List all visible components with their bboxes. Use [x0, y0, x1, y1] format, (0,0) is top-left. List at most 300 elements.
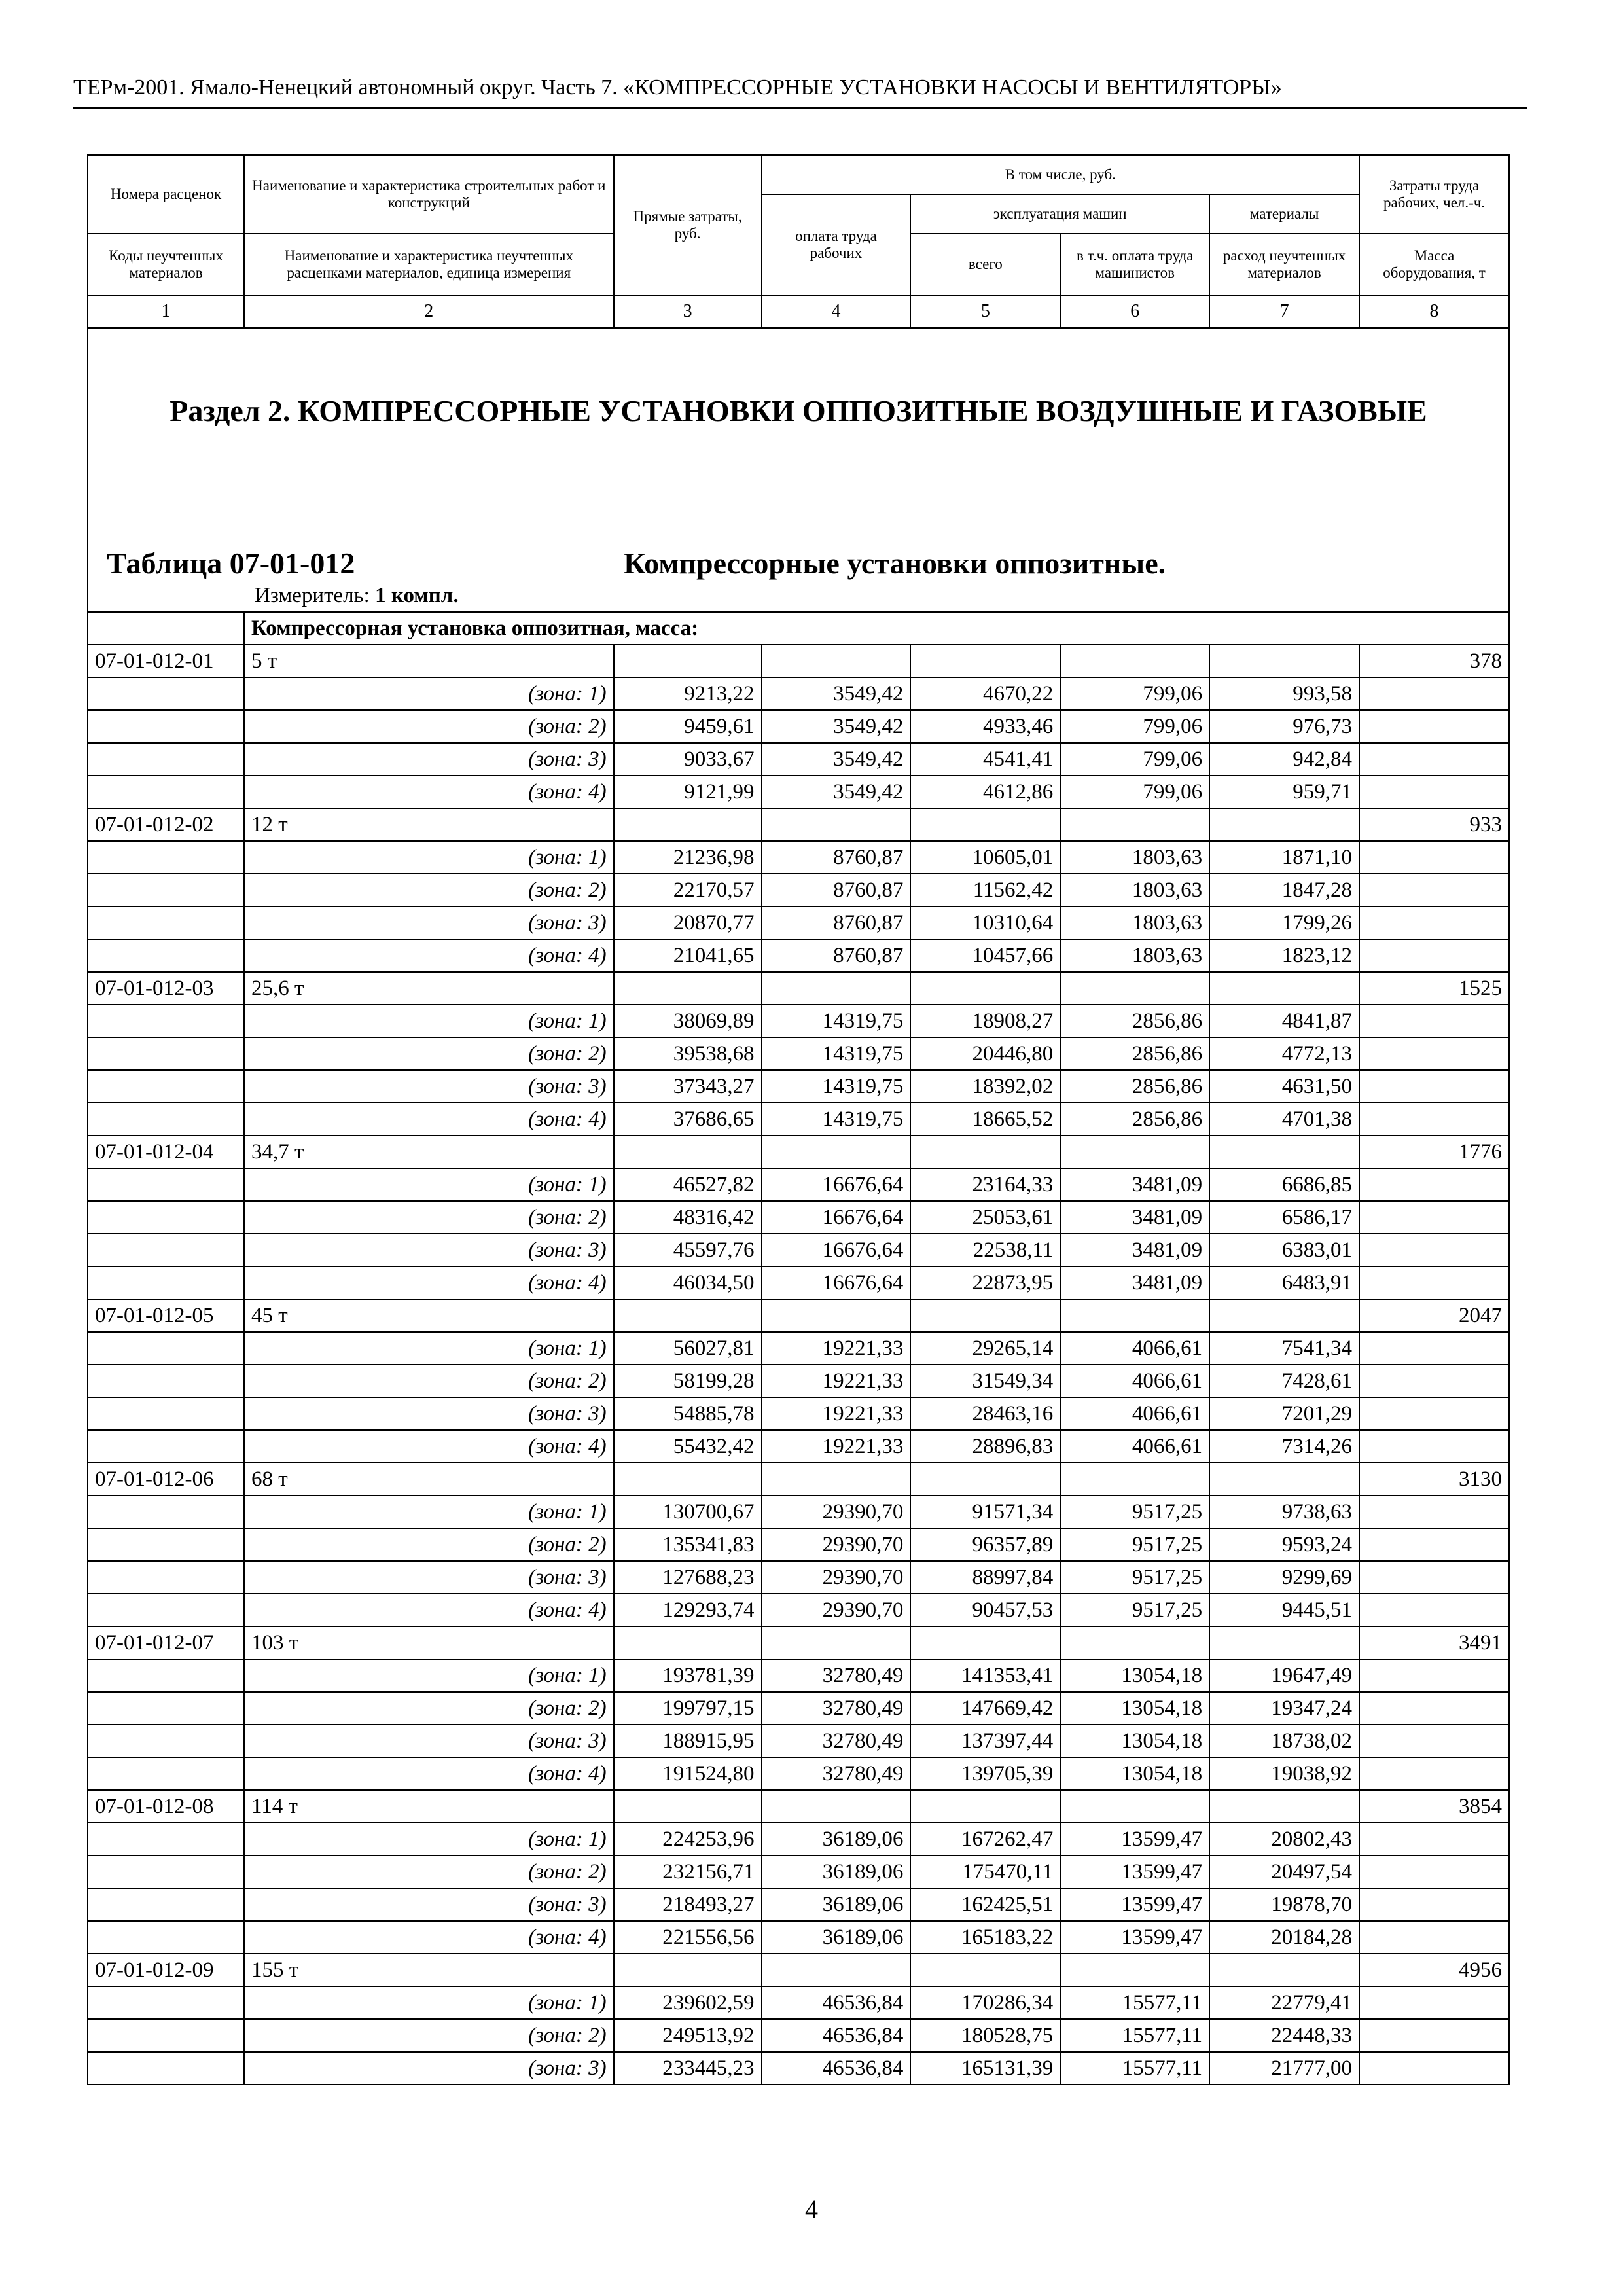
empty-cell	[88, 677, 244, 710]
item-value: 933	[1359, 808, 1509, 841]
empty-cell	[88, 1823, 244, 1856]
table-caption: Компрессорная установка оппозитная, масса:	[244, 612, 1509, 645]
zone-label: (зона: 4)	[244, 776, 614, 808]
machines-total: 167262,47	[910, 1823, 1060, 1856]
machines-total: 165183,22	[910, 1921, 1060, 1954]
header-material-usage: расход неучтенных материалов	[1209, 234, 1359, 295]
direct-costs: 9213,22	[614, 677, 762, 710]
empty-cell	[1359, 743, 1509, 776]
empty-cell	[88, 1365, 244, 1397]
item-row	[88, 1626, 1509, 1659]
empty-cell	[1209, 1790, 1359, 1823]
machines-total: 10457,66	[910, 939, 1060, 972]
empty-cell	[1359, 1986, 1509, 2019]
empty-cell	[910, 808, 1060, 841]
materials-usage: 6383,01	[1209, 1234, 1359, 1266]
item-value: 4956	[1359, 1954, 1509, 1986]
direct-costs: 46034,50	[614, 1266, 762, 1299]
empty-cell	[1359, 1659, 1509, 1692]
materials-usage: 1799,26	[1209, 906, 1359, 939]
materials-usage: 7201,29	[1209, 1397, 1359, 1430]
operator-pay: 9517,25	[1060, 1496, 1209, 1528]
empty-cell	[1209, 808, 1359, 841]
page-number: 4	[805, 2195, 818, 2224]
machines-total: 90457,53	[910, 1594, 1060, 1626]
item-row	[88, 1790, 1509, 1823]
machines-total: 29265,14	[910, 1332, 1060, 1365]
empty-cell	[1359, 710, 1509, 743]
zone-row	[88, 939, 1509, 972]
empty-cell	[910, 972, 1060, 1005]
empty-cell	[1060, 1463, 1209, 1496]
worker-pay: 8760,87	[762, 841, 911, 874]
zone-row	[88, 1921, 1509, 1954]
item-name: 155 т	[244, 1954, 614, 1986]
direct-costs: 127688,23	[614, 1561, 762, 1594]
zone-row	[88, 710, 1509, 743]
zone-label: (зона: 2)	[244, 2019, 614, 2052]
direct-costs: 129293,74	[614, 1594, 762, 1626]
machines-total: 10310,64	[910, 906, 1060, 939]
zone-label: (зона: 4)	[244, 939, 614, 972]
direct-costs: 249513,92	[614, 2019, 762, 2052]
machines-total: 18665,52	[910, 1103, 1060, 1136]
operator-pay: 799,06	[1060, 677, 1209, 710]
machines-total: 10605,01	[910, 841, 1060, 874]
materials-usage: 1871,10	[1209, 841, 1359, 874]
item-code: 07-01-012-03	[88, 972, 244, 1005]
zone-label: (зона: 4)	[244, 1757, 614, 1790]
materials-usage: 20184,28	[1209, 1921, 1359, 1954]
empty-cell	[1359, 1725, 1509, 1757]
worker-pay: 8760,87	[762, 939, 911, 972]
worker-pay: 19221,33	[762, 1332, 911, 1365]
empty-cell	[1060, 1299, 1209, 1332]
empty-cell	[1359, 2052, 1509, 2085]
materials-usage: 18738,02	[1209, 1725, 1359, 1757]
zone-row	[88, 1234, 1509, 1266]
zone-label: (зона: 2)	[244, 1365, 614, 1397]
materials-usage: 6483,91	[1209, 1266, 1359, 1299]
operator-pay: 799,06	[1060, 776, 1209, 808]
empty-cell	[910, 1954, 1060, 1986]
column-number: 5	[910, 295, 1060, 328]
direct-costs: 239602,59	[614, 1986, 762, 2019]
empty-cell	[1209, 1463, 1359, 1496]
column-number: 8	[1359, 295, 1509, 328]
machines-total: 170286,34	[910, 1986, 1060, 2019]
item-row	[88, 1299, 1509, 1332]
item-name: 68 т	[244, 1463, 614, 1496]
header-machines-total: всего	[910, 234, 1060, 295]
zone-row	[88, 1103, 1509, 1136]
item-value: 378	[1359, 645, 1509, 677]
worker-pay: 46536,84	[762, 2052, 911, 2085]
materials-usage: 22448,33	[1209, 2019, 1359, 2052]
empty-cell	[762, 1463, 911, 1496]
empty-cell	[1209, 1954, 1359, 1986]
machines-total: 147669,42	[910, 1692, 1060, 1725]
table-name: Компрессорные установки оппозитные.	[624, 547, 1166, 580]
item-value: 3491	[1359, 1626, 1509, 1659]
item-name: 25,6 т	[244, 972, 614, 1005]
zone-row	[88, 1823, 1509, 1856]
header-material-codes: Коды неучтенных материалов	[88, 234, 244, 295]
item-row	[88, 1954, 1509, 1986]
empty-cell	[1359, 2019, 1509, 2052]
materials-usage: 9593,24	[1209, 1528, 1359, 1561]
empty-cell	[88, 1496, 244, 1528]
empty-cell	[1359, 1266, 1509, 1299]
empty-cell	[614, 1299, 762, 1332]
materials-usage: 6686,85	[1209, 1168, 1359, 1201]
direct-costs: 46527,82	[614, 1168, 762, 1201]
zone-label: (зона: 2)	[244, 1528, 614, 1561]
empty-cell	[762, 1299, 911, 1332]
empty-cell	[88, 1856, 244, 1888]
zone-label: (зона: 2)	[244, 874, 614, 906]
empty-cell	[1359, 1496, 1509, 1528]
header-material-name: Наименование и характеристика неучтенных расценками материалов, единица измерения	[244, 234, 614, 295]
header-machines: эксплуатация машин	[910, 194, 1209, 234]
machines-total: 11562,42	[910, 874, 1060, 906]
direct-costs: 55432,42	[614, 1430, 762, 1463]
zone-row	[88, 1332, 1509, 1365]
header-labor-costs: Затраты труда рабочих, чел.-ч.	[1359, 155, 1509, 234]
materials-usage: 1823,12	[1209, 939, 1359, 972]
empty-cell	[910, 1463, 1060, 1496]
empty-cell	[1359, 776, 1509, 808]
zone-label: (зона: 3)	[244, 2052, 614, 2085]
operator-pay: 4066,61	[1060, 1332, 1209, 1365]
item-value: 3130	[1359, 1463, 1509, 1496]
worker-pay: 46536,84	[762, 2019, 911, 2052]
materials-usage: 9738,63	[1209, 1496, 1359, 1528]
empty-cell	[88, 939, 244, 972]
machines-total: 18392,02	[910, 1070, 1060, 1103]
direct-costs: 48316,42	[614, 1201, 762, 1234]
operator-pay: 3481,09	[1060, 1168, 1209, 1201]
empty-cell	[1209, 1626, 1359, 1659]
direct-costs: 54885,78	[614, 1397, 762, 1430]
materials-usage: 4772,13	[1209, 1037, 1359, 1070]
materials-usage: 19347,24	[1209, 1692, 1359, 1725]
empty-cell	[88, 1234, 244, 1266]
empty-cell	[910, 1626, 1060, 1659]
worker-pay: 19221,33	[762, 1430, 911, 1463]
item-name: 103 т	[244, 1626, 614, 1659]
empty-cell	[762, 1136, 911, 1168]
machines-total: 4670,22	[910, 677, 1060, 710]
machines-total: 28463,16	[910, 1397, 1060, 1430]
operator-pay: 15577,11	[1060, 2052, 1209, 2085]
empty-cell	[1359, 1397, 1509, 1430]
machines-total: 165131,39	[910, 2052, 1060, 2085]
zone-row	[88, 1201, 1509, 1234]
empty-cell	[762, 1626, 911, 1659]
worker-pay: 3549,42	[762, 710, 911, 743]
table-body	[88, 645, 1509, 2085]
empty-cell	[88, 1103, 244, 1136]
machines-total: 4933,46	[910, 710, 1060, 743]
machines-total: 4612,86	[910, 776, 1060, 808]
empty-cell	[88, 1397, 244, 1430]
materials-usage: 942,84	[1209, 743, 1359, 776]
machines-total: 139705,39	[910, 1757, 1060, 1790]
direct-costs: 193781,39	[614, 1659, 762, 1692]
direct-costs: 38069,89	[614, 1005, 762, 1037]
price-table	[87, 154, 1510, 2085]
empty-cell	[1359, 939, 1509, 972]
direct-costs: 9459,61	[614, 710, 762, 743]
item-value: 3854	[1359, 1790, 1509, 1823]
materials-usage: 7314,26	[1209, 1430, 1359, 1463]
materials-usage: 19038,92	[1209, 1757, 1359, 1790]
machines-total: 162425,51	[910, 1888, 1060, 1921]
direct-costs: 9121,99	[614, 776, 762, 808]
item-row	[88, 1136, 1509, 1168]
empty-cell	[762, 972, 911, 1005]
item-name: 5 т	[244, 645, 614, 677]
empty-cell	[88, 776, 244, 808]
materials-usage: 21777,00	[1209, 2052, 1359, 2085]
worker-pay: 14319,75	[762, 1037, 911, 1070]
empty-cell	[614, 1954, 762, 1986]
zone-label: (зона: 3)	[244, 1070, 614, 1103]
worker-pay: 36189,06	[762, 1823, 911, 1856]
empty-cell	[88, 1266, 244, 1299]
direct-costs: 37686,65	[614, 1103, 762, 1136]
empty-cell	[1359, 1856, 1509, 1888]
operator-pay: 1803,63	[1060, 906, 1209, 939]
operator-pay: 4066,61	[1060, 1430, 1209, 1463]
direct-costs: 58199,28	[614, 1365, 762, 1397]
zone-label: (зона: 4)	[244, 1266, 614, 1299]
direct-costs: 233445,23	[614, 2052, 762, 2085]
item-code: 07-01-012-07	[88, 1626, 244, 1659]
empty-cell	[1359, 1168, 1509, 1201]
materials-usage: 22779,41	[1209, 1986, 1359, 2019]
operator-pay: 3481,09	[1060, 1234, 1209, 1266]
empty-cell	[1060, 1954, 1209, 1986]
item-code: 07-01-012-06	[88, 1463, 244, 1496]
empty-cell	[1209, 1299, 1359, 1332]
operator-pay: 1803,63	[1060, 841, 1209, 874]
machines-total: 175470,11	[910, 1856, 1060, 1888]
zone-label: (зона: 3)	[244, 743, 614, 776]
zone-row	[88, 743, 1509, 776]
direct-costs: 191524,80	[614, 1757, 762, 1790]
zone-label: (зона: 2)	[244, 1201, 614, 1234]
zone-row	[88, 1856, 1509, 1888]
section-block	[88, 328, 1509, 612]
empty-cell	[1359, 1561, 1509, 1594]
empty-cell	[88, 2052, 244, 2085]
operator-pay: 2856,86	[1060, 1005, 1209, 1037]
table-header	[88, 155, 1509, 328]
zone-row	[88, 841, 1509, 874]
zone-label: (зона: 1)	[244, 1986, 614, 2019]
zone-row	[88, 1528, 1509, 1561]
zone-row	[88, 1365, 1509, 1397]
empty-cell	[88, 710, 244, 743]
empty-cell	[614, 1463, 762, 1496]
empty-cell	[88, 1332, 244, 1365]
operator-pay: 15577,11	[1060, 2019, 1209, 2052]
zone-label: (зона: 4)	[244, 1594, 614, 1626]
empty-cell	[88, 1692, 244, 1725]
zone-label: (зона: 3)	[244, 1725, 614, 1757]
worker-pay: 29390,70	[762, 1594, 911, 1626]
empty-cell	[614, 1790, 762, 1823]
item-value: 1525	[1359, 972, 1509, 1005]
zone-row	[88, 1266, 1509, 1299]
zone-label: (зона: 2)	[244, 1037, 614, 1070]
materials-usage: 7541,34	[1209, 1332, 1359, 1365]
materials-usage: 959,71	[1209, 776, 1359, 808]
item-code: 07-01-012-08	[88, 1790, 244, 1823]
machines-total: 91571,34	[910, 1496, 1060, 1528]
meter-label: Измеритель:	[255, 584, 370, 607]
section-title: Раздел 2. КОМПРЕССОРНЫЕ УСТАНОВКИ ОППОЗИТНЫЕ ВОЗДУШНЫЕ И ГАЗОВЫЕ	[169, 394, 1427, 427]
empty-cell	[88, 1757, 244, 1790]
table-label: Таблица 07-01-012	[107, 547, 355, 580]
empty-cell	[88, 906, 244, 939]
empty-cell	[1060, 1136, 1209, 1168]
column-number: 4	[762, 295, 911, 328]
machines-total: 25053,61	[910, 1201, 1060, 1234]
empty-cell	[1209, 972, 1359, 1005]
direct-costs: 39538,68	[614, 1037, 762, 1070]
zone-label: (зона: 2)	[244, 1856, 614, 1888]
materials-usage: 4701,38	[1209, 1103, 1359, 1136]
zone-row	[88, 1986, 1509, 2019]
operator-pay: 1803,63	[1060, 874, 1209, 906]
empty-cell	[1359, 1234, 1509, 1266]
empty-cell	[1060, 972, 1209, 1005]
zone-label: (зона: 1)	[244, 677, 614, 710]
item-row	[88, 645, 1509, 677]
empty-cell	[614, 808, 762, 841]
zone-row	[88, 1005, 1509, 1037]
zone-label: (зона: 4)	[244, 1921, 614, 1954]
zone-row	[88, 1888, 1509, 1921]
worker-pay: 16676,64	[762, 1234, 911, 1266]
empty-cell	[1359, 1070, 1509, 1103]
materials-usage: 9299,69	[1209, 1561, 1359, 1594]
machines-total: 22873,95	[910, 1266, 1060, 1299]
zone-row	[88, 874, 1509, 906]
machines-total: 28896,83	[910, 1430, 1060, 1463]
empty-cell	[88, 1561, 244, 1594]
direct-costs: 232156,71	[614, 1856, 762, 1888]
machines-total: 180528,75	[910, 2019, 1060, 2052]
zone-row	[88, 1757, 1509, 1790]
zone-label: (зона: 1)	[244, 841, 614, 874]
operator-pay: 13599,47	[1060, 1856, 1209, 1888]
empty-cell	[88, 1528, 244, 1561]
empty-cell	[910, 1790, 1060, 1823]
operator-pay: 2856,86	[1060, 1070, 1209, 1103]
zone-label: (зона: 1)	[244, 1005, 614, 1037]
worker-pay: 16676,64	[762, 1266, 911, 1299]
empty-cell	[88, 2019, 244, 2052]
item-code: 07-01-012-04	[88, 1136, 244, 1168]
direct-costs: 37343,27	[614, 1070, 762, 1103]
machines-total: 31549,34	[910, 1365, 1060, 1397]
materials-usage: 7428,61	[1209, 1365, 1359, 1397]
empty-cell	[614, 645, 762, 677]
machines-total: 141353,41	[910, 1659, 1060, 1692]
empty-cell	[762, 1954, 911, 1986]
zone-label: (зона: 1)	[244, 1496, 614, 1528]
direct-costs: 20870,77	[614, 906, 762, 939]
operator-pay: 4066,61	[1060, 1365, 1209, 1397]
item-code: 07-01-012-09	[88, 1954, 244, 1986]
zone-row	[88, 906, 1509, 939]
empty-cell	[1209, 1136, 1359, 1168]
operator-pay: 799,06	[1060, 710, 1209, 743]
zone-label: (зона: 3)	[244, 1397, 614, 1430]
worker-pay: 16676,64	[762, 1168, 911, 1201]
item-name: 45 т	[244, 1299, 614, 1332]
zone-row	[88, 1397, 1509, 1430]
empty-cell	[1359, 1037, 1509, 1070]
worker-pay: 29390,70	[762, 1561, 911, 1594]
materials-usage: 976,73	[1209, 710, 1359, 743]
machines-total: 20446,80	[910, 1037, 1060, 1070]
operator-pay: 13599,47	[1060, 1823, 1209, 1856]
empty-cell	[614, 972, 762, 1005]
machines-total: 88997,84	[910, 1561, 1060, 1594]
empty-cell	[762, 808, 911, 841]
header-worker-pay: оплата труда рабочих	[762, 194, 911, 295]
worker-pay: 32780,49	[762, 1757, 911, 1790]
materials-usage: 6586,17	[1209, 1201, 1359, 1234]
column-number: 7	[1209, 295, 1359, 328]
empty-cell	[88, 1921, 244, 1954]
direct-costs: 224253,96	[614, 1823, 762, 1856]
empty-cell	[88, 1201, 244, 1234]
materials-usage: 1847,28	[1209, 874, 1359, 906]
empty-cell	[1359, 1692, 1509, 1725]
empty-cell	[88, 1725, 244, 1757]
header-equipment-mass: Масса оборудования, т	[1359, 234, 1509, 295]
header-operator-pay: в т.ч. оплата труда машинистов	[1060, 234, 1209, 295]
materials-usage: 20497,54	[1209, 1856, 1359, 1888]
machines-total: 96357,89	[910, 1528, 1060, 1561]
worker-pay: 14319,75	[762, 1070, 911, 1103]
zone-row	[88, 1561, 1509, 1594]
empty-cell	[1359, 1594, 1509, 1626]
worker-pay: 36189,06	[762, 1921, 911, 1954]
zone-row	[88, 1496, 1509, 1528]
operator-pay: 13054,18	[1060, 1692, 1209, 1725]
zone-label: (зона: 1)	[244, 1168, 614, 1201]
zone-row	[88, 1692, 1509, 1725]
column-number: 6	[1060, 295, 1209, 328]
operator-pay: 2856,86	[1060, 1037, 1209, 1070]
zone-label: (зона: 1)	[244, 1823, 614, 1856]
direct-costs: 218493,27	[614, 1888, 762, 1921]
materials-usage: 20802,43	[1209, 1823, 1359, 1856]
item-code: 07-01-012-05	[88, 1299, 244, 1332]
operator-pay: 3481,09	[1060, 1201, 1209, 1234]
zone-row	[88, 2052, 1509, 2085]
operator-pay: 1803,63	[1060, 939, 1209, 972]
direct-costs: 9033,67	[614, 743, 762, 776]
empty-cell	[1359, 906, 1509, 939]
